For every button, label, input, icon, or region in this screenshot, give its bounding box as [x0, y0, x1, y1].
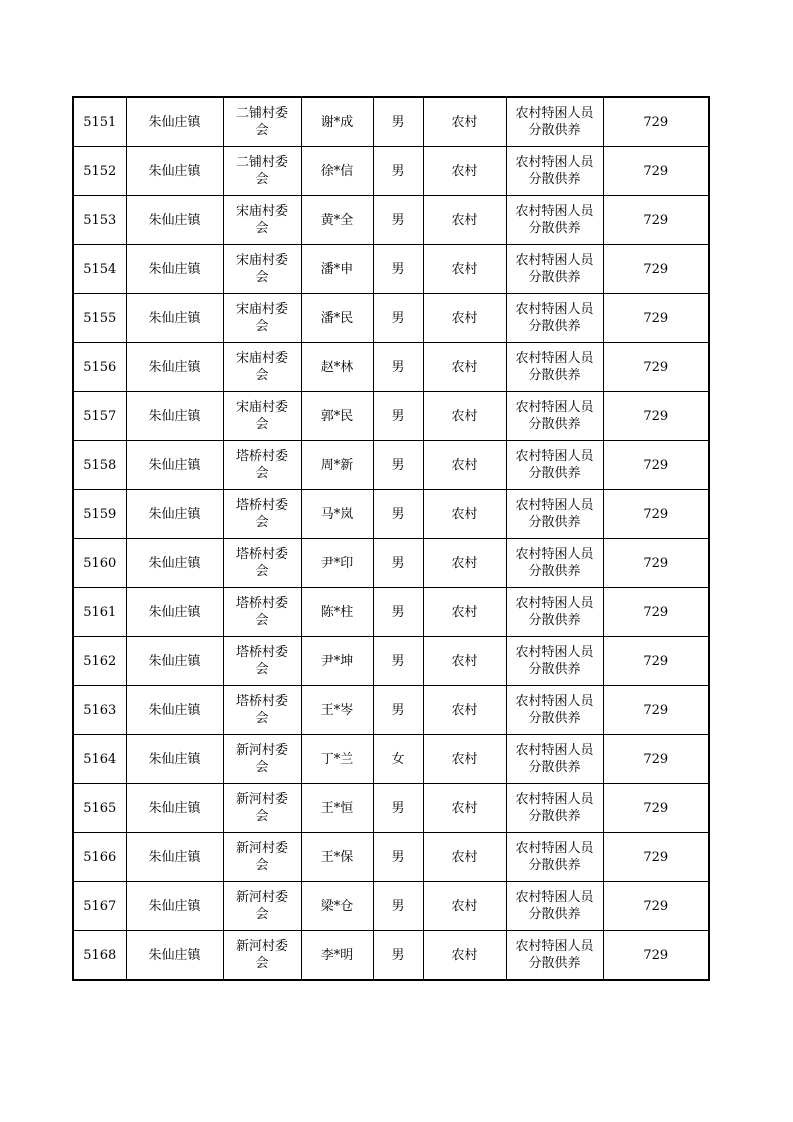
table-row	[73, 392, 709, 441]
cell-assistance-category	[506, 588, 603, 637]
cell-serial-number: 5162	[73, 637, 126, 686]
cell-serial-number: 5164	[73, 735, 126, 784]
cell-village	[223, 343, 301, 392]
cell-town: 朱仙庄镇	[126, 588, 223, 637]
cell-village-text: 塔桥村委会	[235, 449, 288, 481]
cell-area-type: 农村	[423, 882, 506, 931]
cell-area-type: 农村	[423, 637, 506, 686]
cell-gender: 女	[373, 735, 423, 784]
table-row	[73, 294, 709, 343]
cell-town: 朱仙庄镇	[126, 97, 223, 147]
cell-amount: 729	[603, 637, 709, 686]
cell-gender: 男	[373, 441, 423, 490]
table-row	[73, 833, 709, 882]
cell-gender: 男	[373, 637, 423, 686]
cell-town: 朱仙庄镇	[126, 882, 223, 931]
cell-village	[223, 490, 301, 539]
cell-amount: 729	[603, 196, 709, 245]
cell-amount: 729	[603, 931, 709, 981]
table-row	[73, 588, 709, 637]
cell-amount: 729	[603, 833, 709, 882]
cell-area-type: 农村	[423, 686, 506, 735]
cell-serial-number: 5161	[73, 588, 126, 637]
cell-village	[223, 686, 301, 735]
cell-area-type: 农村	[423, 931, 506, 981]
cell-person-name: 徐*信	[301, 147, 373, 196]
cell-serial-number: 5158	[73, 441, 126, 490]
cell-assistance-category-text: 农村特困人员分散供养	[515, 302, 594, 334]
cell-gender: 男	[373, 196, 423, 245]
cell-assistance-category	[506, 245, 603, 294]
table-row	[73, 882, 709, 931]
cell-assistance-category	[506, 539, 603, 588]
roster-body	[73, 97, 709, 980]
cell-village-text: 宋庙村委会	[235, 204, 288, 236]
cell-village-text: 宋庙村委会	[235, 351, 288, 383]
cell-area-type: 农村	[423, 196, 506, 245]
cell-amount: 729	[603, 490, 709, 539]
cell-assistance-category	[506, 931, 603, 981]
cell-town: 朱仙庄镇	[126, 196, 223, 245]
cell-amount: 729	[603, 539, 709, 588]
cell-village-text: 二铺村委会	[235, 106, 288, 138]
cell-gender: 男	[373, 931, 423, 981]
cell-village	[223, 588, 301, 637]
cell-assistance-category	[506, 637, 603, 686]
cell-assistance-category-text: 农村特困人员分散供养	[515, 841, 594, 873]
cell-area-type: 农村	[423, 294, 506, 343]
cell-assistance-category	[506, 784, 603, 833]
cell-amount: 729	[603, 735, 709, 784]
cell-assistance-category	[506, 833, 603, 882]
table-row	[73, 196, 709, 245]
cell-assistance-category-text: 农村特困人员分散供养	[515, 547, 594, 579]
cell-person-name: 周*新	[301, 441, 373, 490]
table-row	[73, 245, 709, 294]
cell-assistance-category-text: 农村特困人员分散供养	[515, 694, 594, 726]
cell-person-name: 谢*成	[301, 97, 373, 147]
cell-area-type: 农村	[423, 441, 506, 490]
cell-assistance-category-text: 农村特困人员分散供养	[515, 596, 594, 628]
cell-gender: 男	[373, 686, 423, 735]
table-row	[73, 931, 709, 981]
cell-area-type: 农村	[423, 343, 506, 392]
cell-town: 朱仙庄镇	[126, 784, 223, 833]
cell-person-name: 潘*申	[301, 245, 373, 294]
cell-assistance-category	[506, 196, 603, 245]
cell-person-name: 马*岚	[301, 490, 373, 539]
cell-person-name: 李*明	[301, 931, 373, 981]
cell-village-text: 二铺村委会	[235, 155, 288, 187]
cell-person-name: 王*岑	[301, 686, 373, 735]
cell-assistance-category-text: 农村特困人员分散供养	[515, 351, 594, 383]
cell-town: 朱仙庄镇	[126, 441, 223, 490]
cell-amount: 729	[603, 588, 709, 637]
cell-assistance-category	[506, 294, 603, 343]
cell-town: 朱仙庄镇	[126, 833, 223, 882]
cell-area-type: 农村	[423, 833, 506, 882]
cell-assistance-category-text: 农村特困人员分散供养	[515, 253, 594, 285]
cell-serial-number: 5160	[73, 539, 126, 588]
cell-area-type: 农村	[423, 539, 506, 588]
cell-gender: 男	[373, 882, 423, 931]
cell-town: 朱仙庄镇	[126, 245, 223, 294]
cell-assistance-category-text: 农村特困人员分散供养	[515, 400, 594, 432]
cell-amount: 729	[603, 882, 709, 931]
cell-gender: 男	[373, 833, 423, 882]
cell-serial-number: 5153	[73, 196, 126, 245]
cell-gender: 男	[373, 392, 423, 441]
cell-gender: 男	[373, 539, 423, 588]
table-row	[73, 637, 709, 686]
cell-town: 朱仙庄镇	[126, 392, 223, 441]
cell-area-type: 农村	[423, 588, 506, 637]
cell-serial-number: 5157	[73, 392, 126, 441]
cell-person-name: 王*保	[301, 833, 373, 882]
cell-village	[223, 294, 301, 343]
cell-assistance-category	[506, 392, 603, 441]
cell-town: 朱仙庄镇	[126, 735, 223, 784]
cell-person-name: 黄*全	[301, 196, 373, 245]
cell-serial-number: 5156	[73, 343, 126, 392]
cell-person-name: 尹*印	[301, 539, 373, 588]
cell-area-type: 农村	[423, 784, 506, 833]
table-row	[73, 343, 709, 392]
cell-serial-number: 5165	[73, 784, 126, 833]
cell-village-text: 新河村委会	[235, 743, 288, 775]
cell-person-name: 赵*林	[301, 343, 373, 392]
cell-amount: 729	[603, 147, 709, 196]
cell-village-text: 塔桥村委会	[235, 694, 288, 726]
cell-amount: 729	[603, 245, 709, 294]
cell-gender: 男	[373, 784, 423, 833]
table-row	[73, 441, 709, 490]
cell-person-name: 陈*柱	[301, 588, 373, 637]
table-row	[73, 490, 709, 539]
table-row	[73, 97, 709, 147]
cell-assistance-category	[506, 735, 603, 784]
cell-person-name: 梁*仓	[301, 882, 373, 931]
cell-serial-number: 5167	[73, 882, 126, 931]
cell-assistance-category-text: 农村特困人员分散供养	[515, 204, 594, 236]
cell-town: 朱仙庄镇	[126, 686, 223, 735]
cell-person-name: 郭*民	[301, 392, 373, 441]
cell-town: 朱仙庄镇	[126, 539, 223, 588]
cell-gender: 男	[373, 294, 423, 343]
table-row	[73, 539, 709, 588]
cell-serial-number: 5166	[73, 833, 126, 882]
cell-serial-number: 5154	[73, 245, 126, 294]
cell-assistance-category	[506, 147, 603, 196]
cell-village	[223, 392, 301, 441]
cell-village-text: 塔桥村委会	[235, 645, 288, 677]
cell-amount: 729	[603, 686, 709, 735]
cell-village-text: 塔桥村委会	[235, 596, 288, 628]
cell-village	[223, 441, 301, 490]
table-row	[73, 784, 709, 833]
cell-serial-number: 5151	[73, 97, 126, 147]
cell-serial-number: 5152	[73, 147, 126, 196]
cell-town: 朱仙庄镇	[126, 490, 223, 539]
cell-amount: 729	[603, 784, 709, 833]
cell-person-name: 潘*民	[301, 294, 373, 343]
cell-assistance-category-text: 农村特困人员分散供养	[515, 939, 594, 971]
cell-village-text: 塔桥村委会	[235, 547, 288, 579]
cell-gender: 男	[373, 490, 423, 539]
cell-assistance-category	[506, 441, 603, 490]
cell-village	[223, 735, 301, 784]
cell-area-type: 农村	[423, 735, 506, 784]
cell-village	[223, 931, 301, 981]
cell-town: 朱仙庄镇	[126, 931, 223, 981]
cell-village-text: 新河村委会	[235, 841, 288, 873]
cell-serial-number: 5163	[73, 686, 126, 735]
cell-assistance-category-text: 农村特困人员分散供养	[515, 792, 594, 824]
cell-area-type: 农村	[423, 245, 506, 294]
cell-assistance-category-text: 农村特困人员分散供养	[515, 743, 594, 775]
cell-assistance-category	[506, 343, 603, 392]
cell-assistance-category-text: 农村特困人员分散供养	[515, 498, 594, 530]
cell-gender: 男	[373, 343, 423, 392]
cell-amount: 729	[603, 441, 709, 490]
cell-village-text: 宋庙村委会	[235, 400, 288, 432]
cell-assistance-category	[506, 882, 603, 931]
cell-town: 朱仙庄镇	[126, 637, 223, 686]
cell-assistance-category-text: 农村特困人员分散供养	[515, 645, 594, 677]
cell-village	[223, 97, 301, 147]
cell-town: 朱仙庄镇	[126, 147, 223, 196]
cell-amount: 729	[603, 392, 709, 441]
cell-serial-number: 5168	[73, 931, 126, 981]
cell-amount: 729	[603, 294, 709, 343]
cell-village	[223, 539, 301, 588]
cell-assistance-category	[506, 97, 603, 147]
cell-village	[223, 833, 301, 882]
cell-area-type: 农村	[423, 490, 506, 539]
cell-gender: 男	[373, 588, 423, 637]
cell-village	[223, 784, 301, 833]
cell-gender: 男	[373, 245, 423, 294]
cell-person-name: 尹*坤	[301, 637, 373, 686]
cell-assistance-category	[506, 490, 603, 539]
cell-gender: 男	[373, 97, 423, 147]
cell-gender: 男	[373, 147, 423, 196]
cell-village-text: 宋庙村委会	[235, 302, 288, 334]
cell-village	[223, 196, 301, 245]
cell-person-name: 丁*兰	[301, 735, 373, 784]
cell-village-text: 新河村委会	[235, 939, 288, 971]
cell-assistance-category-text: 农村特困人员分散供养	[515, 890, 594, 922]
cell-area-type: 农村	[423, 147, 506, 196]
cell-village-text: 宋庙村委会	[235, 253, 288, 285]
table-row	[73, 686, 709, 735]
cell-village	[223, 245, 301, 294]
cell-amount: 729	[603, 343, 709, 392]
cell-assistance-category-text: 农村特困人员分散供养	[515, 155, 594, 187]
cell-village	[223, 637, 301, 686]
cell-village-text: 新河村委会	[235, 890, 288, 922]
cell-person-name: 王*恒	[301, 784, 373, 833]
table-row	[73, 735, 709, 784]
cell-village-text: 塔桥村委会	[235, 498, 288, 530]
cell-village	[223, 882, 301, 931]
table-row	[73, 147, 709, 196]
cell-town: 朱仙庄镇	[126, 294, 223, 343]
cell-town: 朱仙庄镇	[126, 343, 223, 392]
cell-village-text: 新河村委会	[235, 792, 288, 824]
cell-assistance-category-text: 农村特困人员分散供养	[515, 449, 594, 481]
cell-village	[223, 147, 301, 196]
roster-table	[72, 96, 710, 981]
cell-assistance-category-text: 农村特困人员分散供养	[515, 106, 594, 138]
cell-area-type: 农村	[423, 392, 506, 441]
cell-serial-number: 5159	[73, 490, 126, 539]
cell-area-type: 农村	[423, 97, 506, 147]
cell-amount: 729	[603, 97, 709, 147]
cell-assistance-category	[506, 686, 603, 735]
cell-serial-number: 5155	[73, 294, 126, 343]
